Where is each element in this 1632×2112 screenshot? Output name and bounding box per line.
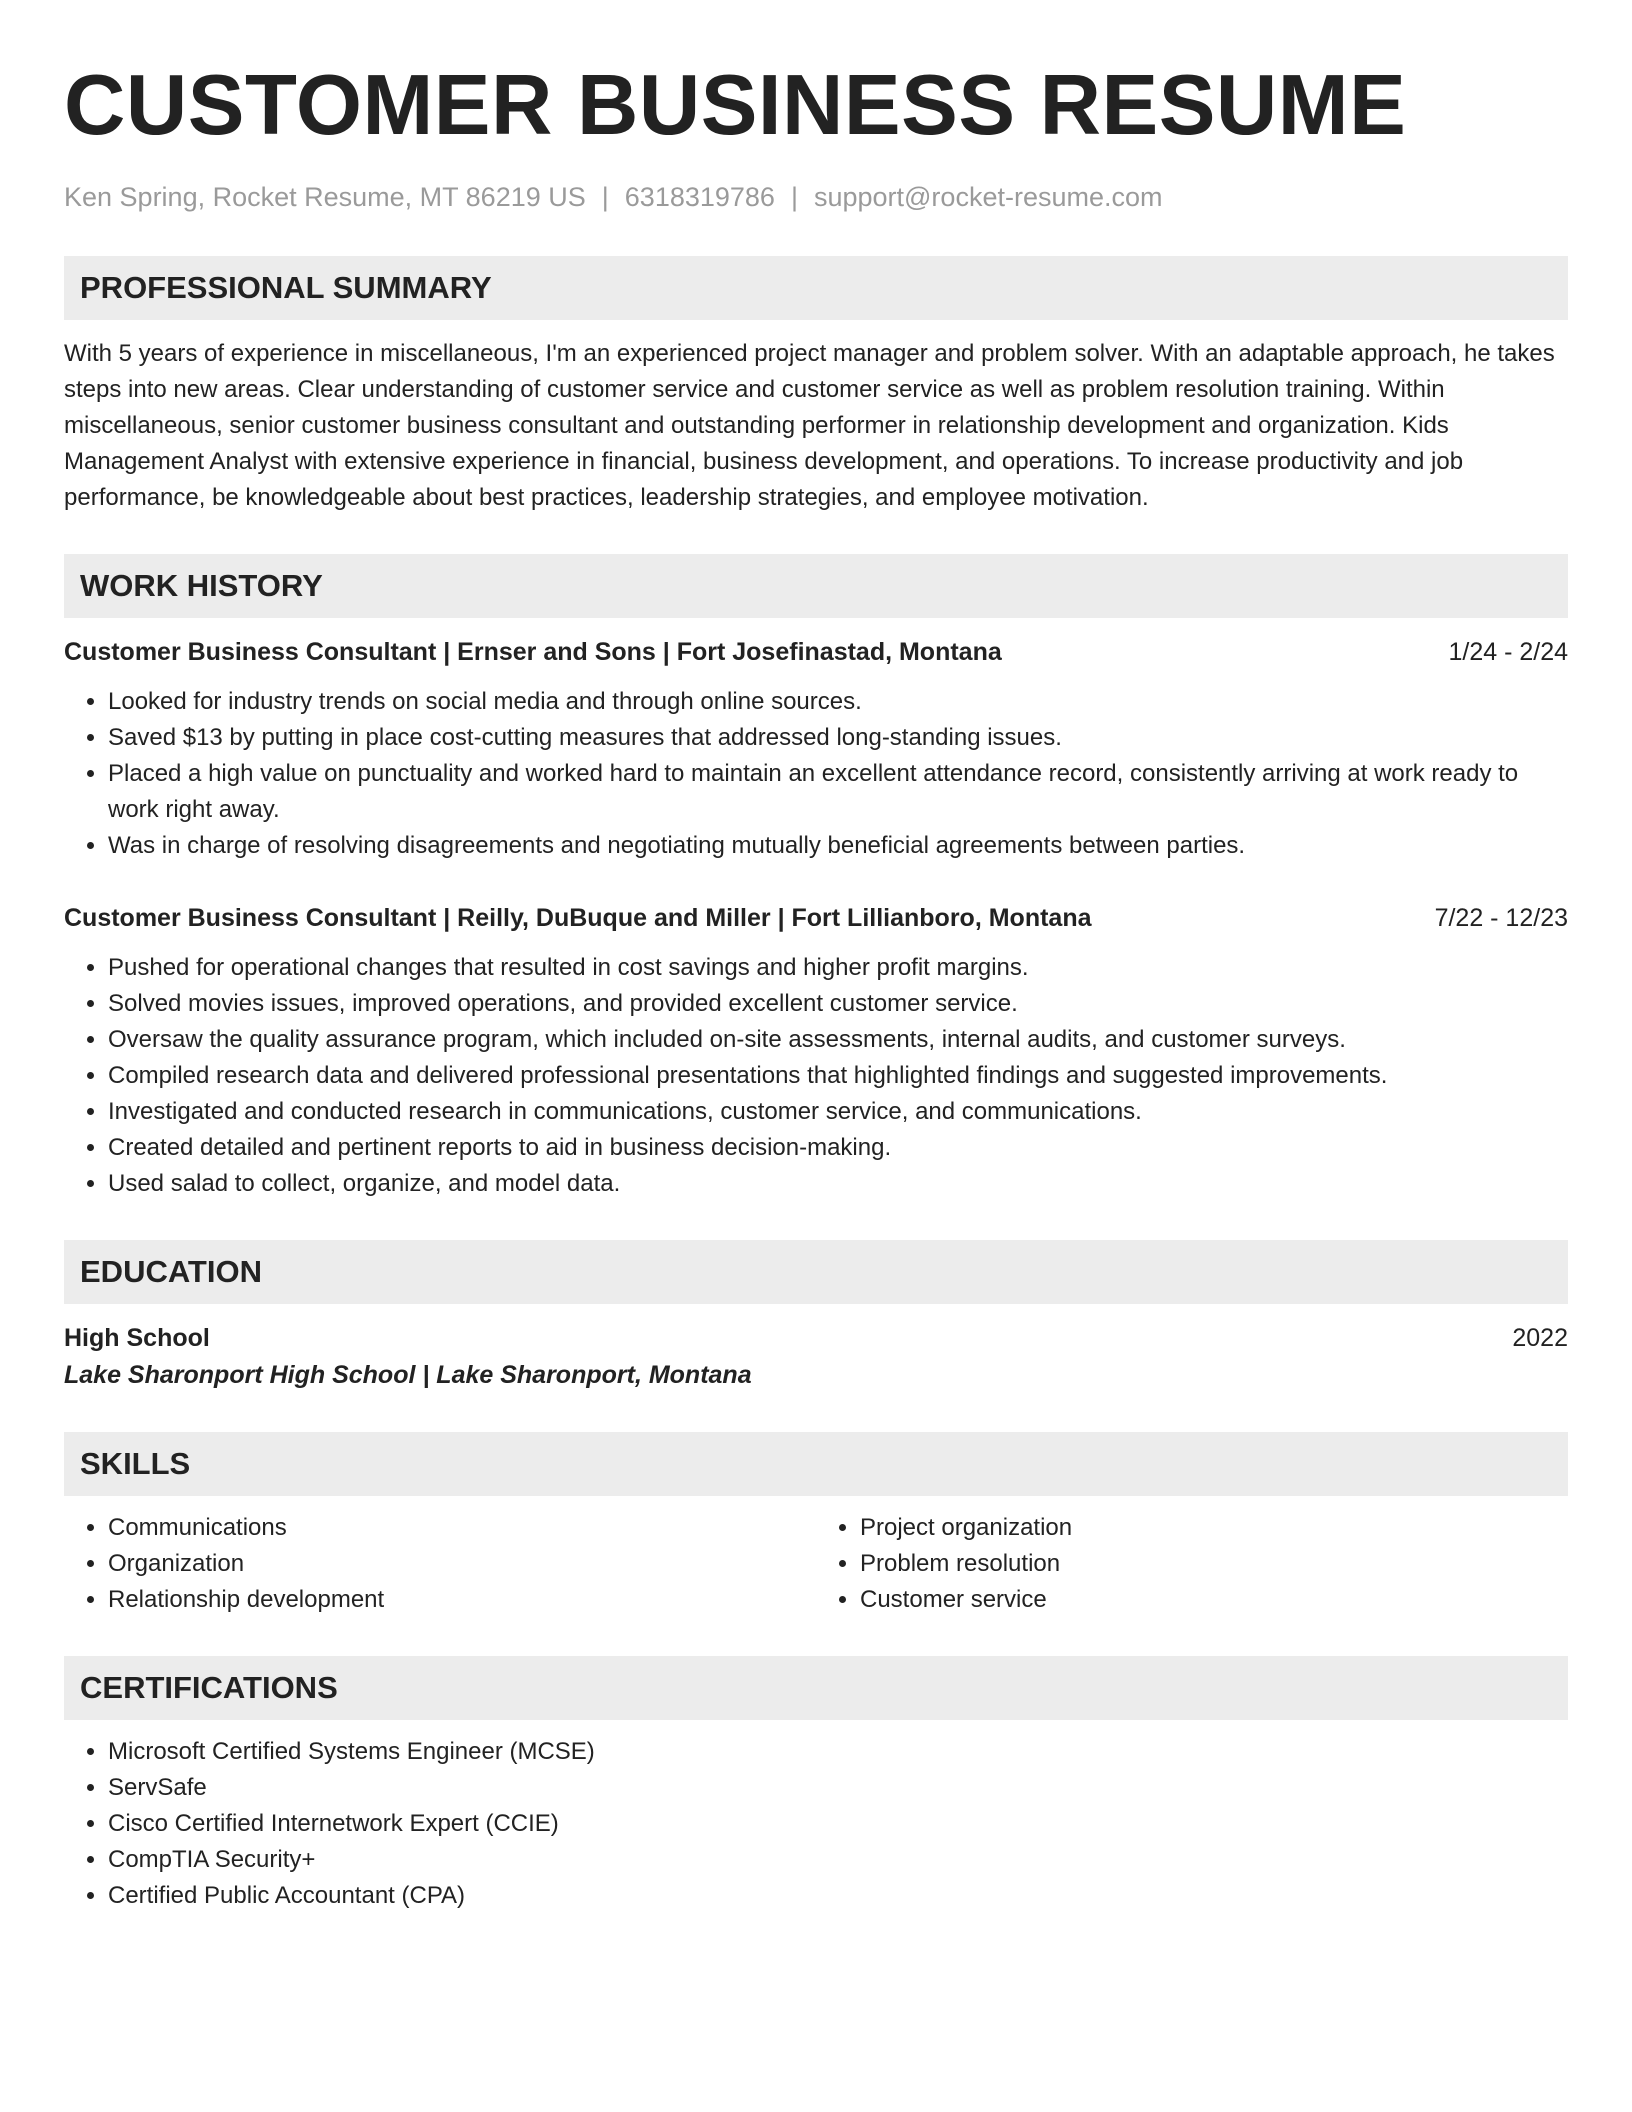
contact-email: support@rocket-resume.com bbox=[813, 182, 1163, 212]
summary-heading: PROFESSIONAL SUMMARY bbox=[64, 256, 1568, 320]
contact-separator: | bbox=[601, 182, 609, 212]
skill-item: • Project organization bbox=[860, 1510, 1568, 1546]
job-title: Customer Business Consultant | Ernser and Sons | Fort Josefinastad, Montana bbox=[64, 638, 1002, 666]
work-history-section bbox=[64, 554, 1568, 1202]
contact-address: Ken Spring, Rocket Resume, MT 86219 US bbox=[64, 182, 586, 212]
summary-text: With 5 years of experience in miscellaneous, I'm an experienced project manager and problem solver. With an adaptable approach, he takes steps into new areas. Clear understanding of customer service and customer service as well as problem resolution training. Within miscellaneous, senior customer business consultant and outstanding performer in relationship development and organization. Kids Management Analyst with extensive experience in financial, business development, and operations. To increase productivity and job performance, be knowledgeable about best practices, leadership strategies, and employee motivation. bbox=[64, 340, 1555, 511]
job-bullet: • Saved $13 by putting in place cost-cutting measures that addressed long-standing issues. bbox=[108, 720, 1568, 756]
contact-phone: 6318319786 bbox=[624, 182, 775, 212]
skills-list-right bbox=[816, 1510, 1568, 1618]
certification-item: • ServSafe bbox=[108, 1770, 1568, 1806]
certification-item: • Microsoft Certified Systems Engineer (MCSE) bbox=[108, 1734, 1568, 1770]
education-degree: High School bbox=[64, 1324, 210, 1352]
skills-section bbox=[64, 1432, 1568, 1618]
job-entry bbox=[64, 634, 1568, 864]
certification-item: • Certified Public Accountant (CPA) bbox=[108, 1878, 1568, 1914]
job-entry bbox=[64, 900, 1568, 1202]
education-heading: EDUCATION bbox=[64, 1240, 1568, 1304]
job-bullet: • Solved movies issues, improved operations, and provided excellent customer service. bbox=[108, 986, 1568, 1022]
job-title: Customer Business Consultant | Reilly, DuBuque and Miller | Fort Lillianboro, Montana bbox=[64, 904, 1092, 932]
skill-item: • Relationship development bbox=[108, 1582, 816, 1618]
resume-title: CUSTOMER BUSINESS RESUME bbox=[64, 58, 1407, 153]
education-header bbox=[64, 1320, 1568, 1356]
certification-item: • Cisco Certified Internetwork Expert (CCIE) bbox=[108, 1806, 1568, 1842]
certifications-heading: CERTIFICATIONS bbox=[64, 1656, 1568, 1720]
certification-item: • CompTIA Security+ bbox=[108, 1842, 1568, 1878]
certifications-list bbox=[64, 1734, 1568, 1914]
job-bullet: • Pushed for operational changes that resulted in cost savings and higher profit margins. bbox=[108, 950, 1568, 986]
job-bullet: • Oversaw the quality assurance program, which included on-site assessments, internal audits, and customer surveys. bbox=[108, 1022, 1568, 1058]
job-bullet: • Looked for industry trends on social media and through online sources. bbox=[108, 684, 1568, 720]
job-bullet: • Used salad to collect, organize, and model data. bbox=[108, 1166, 1568, 1202]
job-bullet: • Investigated and conducted research in communications, customer service, and communications. bbox=[108, 1094, 1568, 1130]
skill-item: • Communications bbox=[108, 1510, 816, 1546]
job-dates: 7/22 - 12/23 bbox=[1434, 904, 1568, 932]
education-year: 2022 bbox=[1512, 1324, 1568, 1352]
education-section bbox=[64, 1240, 1568, 1394]
contact-line bbox=[64, 180, 1568, 214]
job-bullet: • Compiled research data and delivered professional presentations that highlighted findings and suggested improvements. bbox=[108, 1058, 1568, 1094]
skills-heading: SKILLS bbox=[64, 1432, 1568, 1496]
job-bullet: • Was in charge of resolving disagreements and negotiating mutually beneficial agreements between parties. bbox=[108, 828, 1568, 864]
skill-item: • Organization bbox=[108, 1546, 816, 1582]
job-header bbox=[64, 634, 1568, 670]
job-bullet: • Created detailed and pertinent reports to aid in business decision-making. bbox=[108, 1130, 1568, 1166]
job-bullets bbox=[64, 684, 1568, 864]
skill-item: • Problem resolution bbox=[860, 1546, 1568, 1582]
job-bullet: • Placed a high value on punctuality and worked hard to maintain an excellent attendance record, consistently arriving at work ready to work right away. bbox=[108, 756, 1568, 828]
education-school: Lake Sharonport High School | Lake Sharonport, Montana bbox=[64, 1361, 752, 1389]
work-history-heading: WORK HISTORY bbox=[64, 554, 1568, 618]
certifications-section bbox=[64, 1656, 1568, 1914]
skills-grid bbox=[64, 1510, 1568, 1618]
job-dates: 1/24 - 2/24 bbox=[1448, 638, 1568, 666]
job-header bbox=[64, 900, 1568, 936]
summary-section bbox=[64, 256, 1568, 516]
contact-separator: | bbox=[790, 182, 798, 212]
skills-list-left bbox=[64, 1510, 816, 1618]
skill-item: • Customer service bbox=[860, 1582, 1568, 1618]
job-bullets bbox=[64, 950, 1568, 1202]
